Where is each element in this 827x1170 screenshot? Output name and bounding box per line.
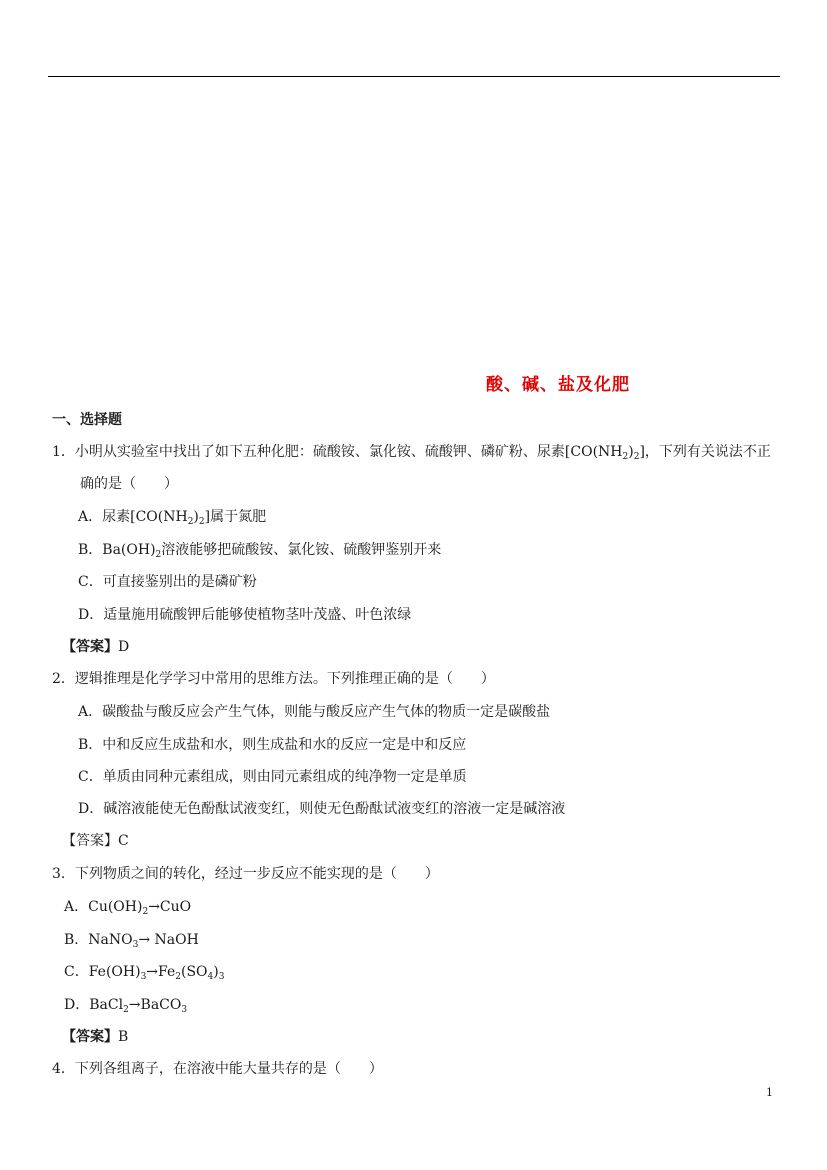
header-rule: [48, 76, 780, 77]
question-2-answer: 【答案】C: [62, 833, 129, 849]
question-3-option-b: B．NaNO$_3$→ NaOH: [64, 932, 199, 950]
question-2-option-a: A．碳酸盐与酸反应会产生气体，则能与酸反应产生气体的物质一定是碳酸盐: [78, 704, 551, 720]
question-1-option-a: A．尿素$[CO(NH_2)_2]$属于氮肥: [78, 509, 267, 527]
question-3-stem: 3．下列物质之间的转化，经过一步反应不能实现的是（ ）: [52, 866, 439, 882]
question-1-answer: 【答案】D: [62, 639, 130, 655]
question-3-option-c: C．$Fe(OH)_3\to Fe_2(SO_4)_3$: [64, 964, 225, 982]
question-3-option-a: A．$Cu(OH)_2\to CuO$: [64, 899, 192, 917]
section-heading: 一、选择题: [52, 412, 122, 428]
question-2-option-c: C．单质由同种元素组成，则由同元素组成的纯净物一定是单质: [78, 769, 467, 785]
question-2-stem: 2．逻辑推理是化学学习中常用的思维方法。下列推理正确的是（ ）: [52, 671, 495, 687]
question-1-stem: 1．小明从实验室中找出了如下五种化肥：硫酸铵、氯化铵、硫酸钾、磷矿粉、尿素$[CO(NH_2)_2]$，下列有关说法不正: [52, 444, 771, 462]
question-2-option-b: B．中和反应生成盐和水，则生成盐和水的反应一定是中和反应: [78, 737, 467, 753]
question-4-stem: 4．下列各组离子，在溶液中能大量共存的是（ ）: [52, 1061, 383, 1077]
question-1-option-d: D．适量施用硫酸钾后能够使植物茎叶茂盛、叶色浓绿: [78, 607, 412, 623]
question-1-stem-cont: 确的是（ ）: [80, 476, 178, 492]
question-1-option-c: C．可直接鉴别出的是磷矿粉: [78, 574, 257, 590]
question-2-option-d: D．碱溶液能使无色酚酞试液变红，则使无色酚酞试液变红的溶液一定是碱溶液: [78, 801, 566, 817]
page-title: 酸、碱、盐及化肥: [486, 375, 630, 395]
question-3-option-d: D．BaCl$_2$→BaCO$_3$: [64, 997, 188, 1015]
question-3-answer: 【答案】B: [62, 1029, 129, 1045]
question-1-option-b: B．$Ba(OH)_2$溶液能够把硫酸铵、氯化铵、硫酸钾鉴别开来: [78, 542, 442, 560]
page-number: 1: [766, 1086, 773, 1099]
